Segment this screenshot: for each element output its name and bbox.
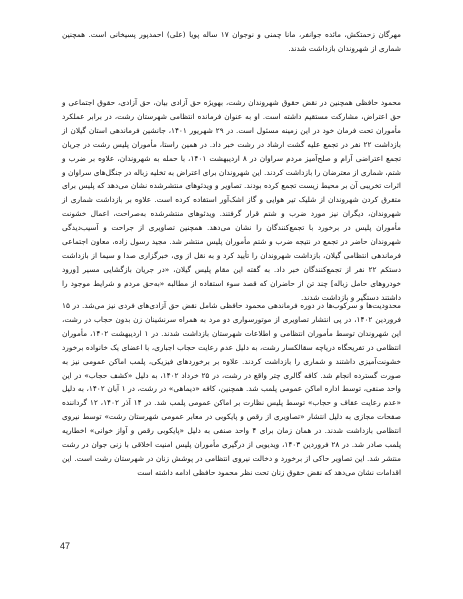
paragraph-hafezi-rasht-protests: محمود حافظی همچنین در نقض حقوق شهروندان رشت، بهویژه حق آزادی بیان، حق آزادی، حقوق اجتماعی و حق اعتراض، مشارکت مستقیم داشته است. او به عنوان فرمانده انتظامی شهرستان رشت، در برابر عملکرد مأموران تحت فرمان خود در این زمینه مسئول است. در ۲۹ شهریور ۱۴۰۱، جانشین فرماندهی استان گیلان از بازداشت ۲۲ نفر در تجمع علیه گشت ارشاد در رشت خبر داد. در همین راستا، مأموران پلیس رشت در جریان تجمع اعتراضی آرام و صلح‌آمیز مردم سراوان در ۸ اردیبهشت ۱۴۰۱، با حمله به شهروندان، علاوه بر ضرب و شتم، شماری از معترضان را بازداشت کردند. این شهروندان برای اعتراض به تخلیه زباله در جنگل‌های سراوان و اثرات تخریبی آن بر محیط زیست تجمع کرده بودند. تصاویر و ویدئوهای منتشرشده نشان می‌دهد که پلیس برای متفرق کردن شهروندان از شلیک تیر هوایی و گاز اشک‌آور استفاده کرده است. علاوه بر بازداشت شماری از شهروندان، دیگران نیز مورد ضرب و شتم قرار گرفتند. ویدئوهای منتشرشده به‌صراحت، اعمال خشونت مأموران پلیس در برخورد با تجمع‌کنندگان را نشان می‌دهد. همچنین تصاویری از جراحت و آسیب‌دیدگی شهروندان حاضر در تجمع در نتیجه ضرب و شتم مأموران پلیس منتشر شد. مجید رسول زاده، معاون اجتماعی فرماندهی انتظامی گیلان، بازداشت شهروندان را تأیید کرد و به نقل از وی، خبرگزاری صدا و سیما از بازداشت دستکم ۲۲ نفر از تجمع‌کنندگان خبر داد. به گفته این مقام پلیس گیلان، «در جریان بازگشایی مسیر [ورود خودروهای حامل زباله] چند تن از حاضران که قصد سوء استفاده از مطالبه «به‌حق مردم و شرایط موجود را داشتند دستگیر و بازداشت شدند. <box>62 98 402 302</box>
page-number: 47 <box>60 541 71 551</box>
paragraph-intro: مهرگان زحمتکش، مائده جوانفر، مانا چمنی و نوجوان ۱۷ ساله پویا (علی) احمدپور پسیخانی است. همچنین شماری از شهروندان بازداشت شدند. <box>62 30 401 53</box>
paragraph-personal-freedoms: محدودیت‌ها و سرکوب‌ها در دوره فرماندهی محمود حافظی شامل نقض حق آزادی‌های فردی نیز می‌شد. در ۱۵ فروردین ۱۴۰۲، در پی انتشار تصاویری از موتورسواری دو مرد به همراه سرنشینان زن بدون حجاب در رشت، این شهروندان توسط مأموران انتظامی و اطلاعات شهرستان بازداشت شدند. در ۱ اردیبهشت ۱۴۰۲، مأموران انتظامی در تفریحگاه دریاچه سقالکسار رشت، به دلیل عدم رعایت حجاب اجباری، با اعضای یک خانواده برخورد خشونت‌آمیزی داشتند و شماری را بازداشت کردند. علاوه بر برخوردهای فیزیکی، پلمب اماکن عمومی نیز به صورت گسترده انجام شد. کافه گالری چتر واقع در رشت، در ۲۵ خرداد ۱۴۰۲، به دلیل «کشف حجاب» در این واحد صنفی، توسط اداره اماکن عمومی پلمب شد. همچنین، کافه «دیماهی» در رشت، در ۱ آبان ۱۴۰۲، به دلیل «عدم رعایت عفاف و حجاب» توسط پلیس نظارت بر اماکن عمومی پلمب شد. در ۱۴ آذر ۱۴۰۲، ۱۲ گرداننده صفحات مجازی به دلیل انتشار «تصاویری از رقص و پایکوبی در معابر عمومی شهرستان رشت» توسط نیروی انتظامی بازداشت شدند. در همان زمان برای ۴ واحد صنفی به دلیل «پایکوبی رقص و آواز خوانی» اخطاریه پلمب صادر شد. در ۲۸ فروردین ۱۴۰۳، ویدیویی از درگیری مأموران پلیس امنیت اخلاقی با زنی جوان در رشت منتشر شد. این تصاویر حاکی از برخورد و دخالت نیروی انتظامی در پوشش زنان در شهرستان رشت است. این اقدامات نشان می‌دهد که نقض حقوق زنان تحت نظر محمود حافظی ادامه داشته است <box>62 301 402 477</box>
